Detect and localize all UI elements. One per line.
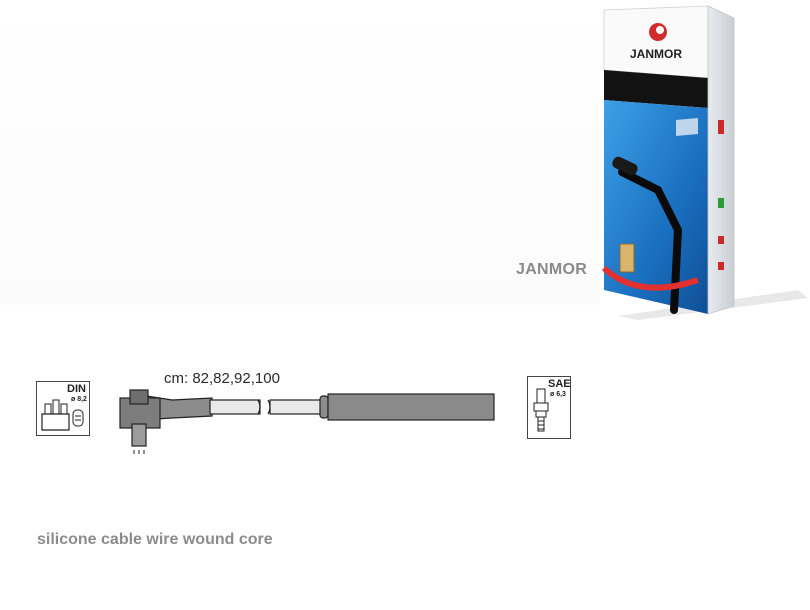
cable-segment: [210, 400, 260, 414]
package-logo-text: JANMOR: [630, 47, 683, 61]
ignition-cable-drawing: [112, 380, 502, 460]
din-label: DIN: [67, 383, 86, 395]
sae-connector-box: [527, 376, 571, 439]
din-boot: [120, 390, 212, 454]
spark-plug-icon: [530, 387, 552, 437]
sae-label: SAE: [548, 378, 571, 390]
brand-name: JANMOR: [516, 261, 588, 278]
sae-diameter: ø 6,3: [550, 391, 566, 398]
background-panel: [0, 0, 600, 305]
din-connector-box: [36, 381, 90, 436]
product-package: [598, 0, 810, 320]
product-caption: silicone cable wire wound core: [37, 531, 273, 548]
din-diameter: ø 8,2: [71, 396, 87, 403]
cable-lengths-label: cm: 82,82,92,100: [164, 370, 280, 387]
sae-boot: [328, 394, 494, 420]
distributor-cap-icon: [39, 392, 87, 434]
cable-segment: [270, 400, 322, 414]
